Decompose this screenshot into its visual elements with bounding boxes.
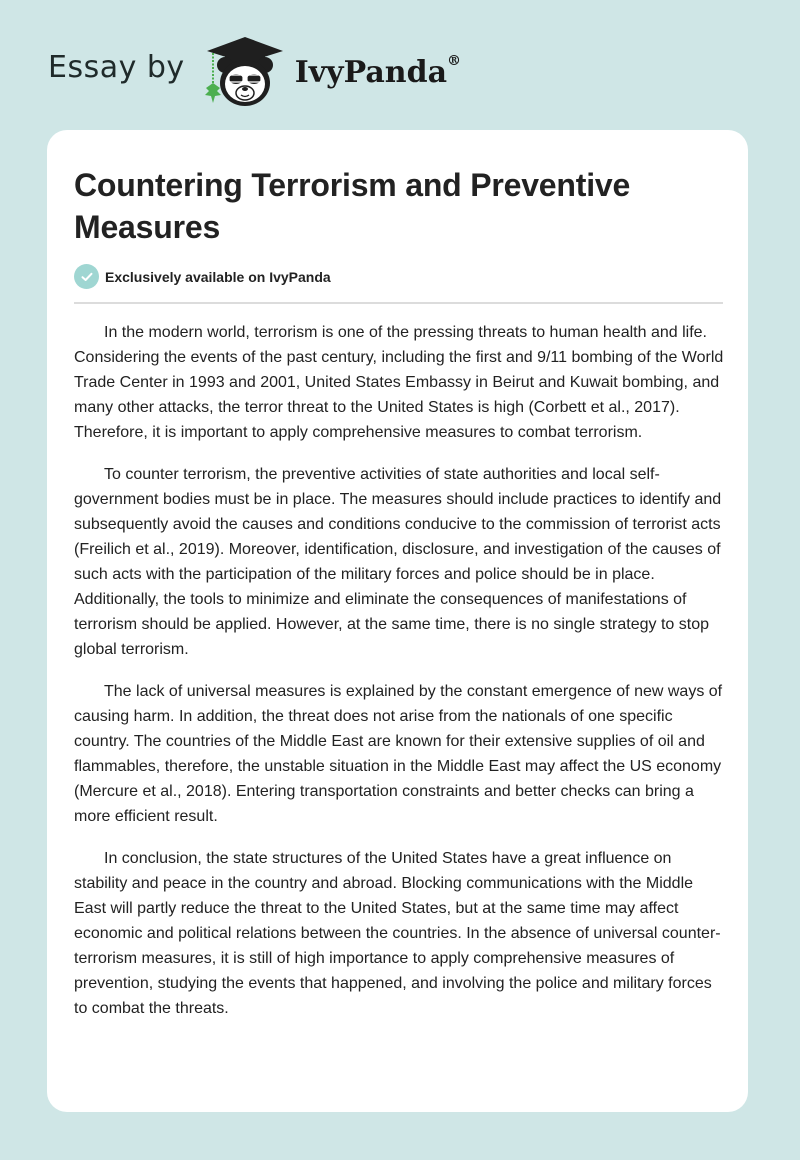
essay-body (74, 320, 726, 1038)
site-header (48, 30, 461, 110)
essay-paragraph: To counter terrorism, the preventive activities of state authorities and local self-government bodies must be in place. The measures should include practices to identify and subsequently avoid the causes and conditions conducive to the commission of terrorist acts (Freilich et al., 2019). Moreover, identification, disclosure, and investigation of the causes of such acts with the participation of the military forces and police should be in place. Additionally, the tools to minimize and eliminate the consequences of manifestations of terrorism should be applied. However, at the same time, there is no single strategy to stop global terrorism. (74, 466, 722, 658)
title-divider (74, 302, 723, 304)
essay-card (47, 130, 748, 1112)
essay-by-label: Essay by (48, 49, 185, 85)
essay-paragraph: The lack of universal measures is explained by the constant emergence of new ways of causing harm. In addition, the threat does not arise from the nationals of one specific country. The countries of the Middle East are known for their extensive supplies of oil and flammables, therefore, the unstable situation in the Middle East may affect the US economy (Mercure et al., 2018). Entering transportation constraints and better checks can bring a more efficient result. (74, 683, 723, 825)
brand-name: IvyPanda (294, 54, 448, 90)
essay-title: Countering Terrorism and Preventive Measures (74, 167, 631, 245)
panda-graduate-icon[interactable] (201, 31, 289, 109)
essay-paragraph: In the modern world, terrorism is one of the pressing threats to human health and life. Considering the events of the past century, including the first and 9/11 bombing of the World Trade Center in 1993 and 2001, United States Embassy in Beirut and Kuwait bombing, and many other attacks, the terror threat to the United States is high (Corbett et al., 2017). Therefore, it is important to apply comprehensive measures to combat terrorism. (74, 324, 724, 441)
essay-paragraph: In conclusion, the state structures of the United States have a great influence on stability and peace in the country and abroad. Blocking communications with the Middle East will partly reduce the threat to the United States, but at the same time may affect economic and political relations between the countries. In the absence of universal counter-terrorism measures, it is still of high importance to apply comprehensive measures of prevention, studying the events that happened, and involving the police and military forces to combat the threats. (74, 850, 721, 1017)
brand-logo-text[interactable] (294, 52, 462, 90)
exclusive-badge (74, 264, 331, 289)
registered-mark: ® (447, 52, 462, 69)
exclusive-badge-text: Exclusively available on IvyPanda (105, 268, 331, 285)
check-circle-icon (74, 264, 99, 289)
